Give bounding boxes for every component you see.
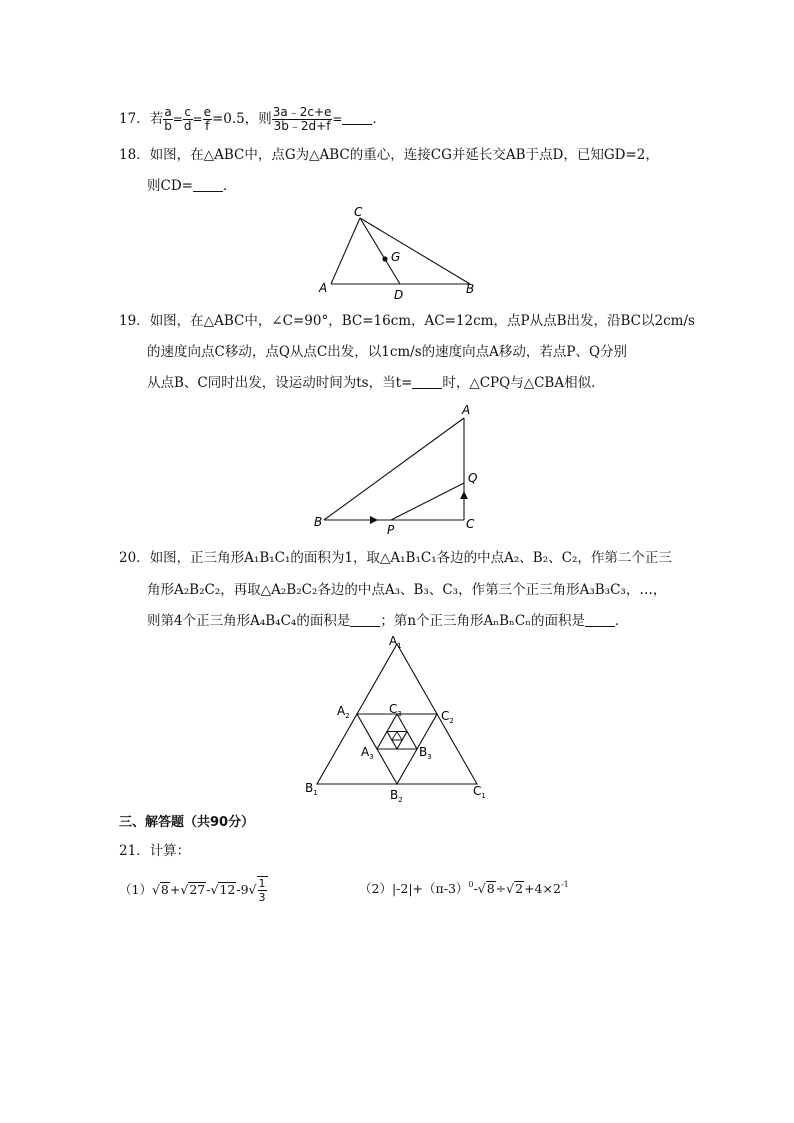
q20-answer-blank-2 xyxy=(585,613,615,627)
question-21: 21．计算： xyxy=(119,843,191,859)
q18-answer-blank xyxy=(193,178,223,192)
arrow-right-icon xyxy=(370,516,378,524)
q18-number: 18． xyxy=(119,147,150,163)
fraction-c-d: $\frac{c}{d}$ xyxy=(183,105,192,133)
label-d: D xyxy=(394,288,404,302)
q21-part2: $(2)|-2|+(\pi-3)^0-√8\div√2+4\times 2^{-1}$ xyxy=(359,880,569,896)
q19-number: 19． xyxy=(119,313,150,329)
label-a3: $A_3$ xyxy=(361,745,374,761)
q17-eq: =0.5，则 xyxy=(211,111,272,127)
label-b1: $B_1$ xyxy=(305,781,318,797)
label-p: P xyxy=(387,523,395,536)
sqrt-27: 27 xyxy=(189,882,206,897)
question-18-line1 xyxy=(119,146,659,164)
label-c1: $C_1$ xyxy=(473,784,486,800)
label-g: G xyxy=(391,250,401,264)
centroid-point xyxy=(382,256,387,261)
label-c: C xyxy=(354,205,363,219)
fraction-a-b: $\frac{a}{b}$ xyxy=(164,105,172,133)
label-b: B xyxy=(466,282,475,296)
section-heading: 三、解答题（共90分） xyxy=(119,815,255,830)
q20-number: 20． xyxy=(119,550,150,566)
fraction-e-f: $\frac{e}{f}$ xyxy=(203,105,211,133)
q17-ruo: 若 xyxy=(149,111,164,127)
label-a2: $A_2$ xyxy=(337,704,350,720)
fraction-expression: $\frac{3a﹣2c+e}{3b﹣2d+f}$ xyxy=(272,105,332,133)
q19-right-triangle-figure xyxy=(312,404,484,536)
label-b2: $B_2$ xyxy=(390,788,403,804)
q20-nested-triangles-figure xyxy=(300,632,500,807)
label-a1: $A_1$ xyxy=(389,634,402,650)
label-b3: $B_3$ xyxy=(419,745,432,761)
label-q: Q xyxy=(468,471,478,485)
sqrt-2: 2 xyxy=(515,881,524,896)
arrow-up-icon xyxy=(460,491,468,499)
label-b: B xyxy=(314,515,323,529)
q18-text-1: 如图，在△ABC中，点G为△ABC的重心，连接CG并延长交AB于点D，已知GD=2， xyxy=(149,147,659,163)
question-20-line3: 则第4个正三角形A₄B₄C₄的面积是 ；第n个正三角形AₙBₙCₙ的面积是 ． xyxy=(147,613,629,629)
sqrt-8: 8 xyxy=(160,882,169,897)
label-c2: $C_2$ xyxy=(441,709,454,725)
sqrt-frac: $\frac{1}{3}$ xyxy=(258,877,266,904)
q18-triangle-figure xyxy=(316,204,482,302)
label-a: A xyxy=(462,404,471,417)
q20-answer-blank-1 xyxy=(350,613,380,627)
q17-number: 17． xyxy=(119,111,150,127)
question-17: 17．若 $\frac{a}{b}$ = $\frac{c}{d}$ = $\frac{e}{f}$ =0.5，则 $\frac{3a﹣2c+e}{3b﹣2d+f}$ = ． xyxy=(119,105,386,133)
q19-answer-blank xyxy=(412,375,442,389)
label-c3: $C_3$ xyxy=(389,702,402,718)
label-c: C xyxy=(466,517,475,531)
q21-part1: （1）√8+√27-√12-9√ $\frac{1}{3}$ xyxy=(119,877,266,904)
label-a: A xyxy=(319,281,328,295)
question-20-line1: 20．如图，正三角形A₁B₁C₁的面积为1，取△A₁B₁C₁各边的中点A₂、B₂、C₂，作第二个正三 xyxy=(119,550,672,566)
sqrt-8-b: 8 xyxy=(486,881,495,896)
sqrt-12: 12 xyxy=(219,882,236,897)
question-19-line1: 19．如图，在△ABC中，∠C=90°，BC=16cm，AC=12cm，点P从点B出发，沿BC以2cm/s xyxy=(119,313,695,329)
q17-answer-blank xyxy=(342,111,372,125)
question-20-line2: 角形A₂B₂C₂，再取△A₂B₂C₂各边的中点A₃、B₃、C₃，作第三个正三角形A₃B₃C₃，…， xyxy=(147,582,667,598)
question-19-line2: 的速度向点C移动，点Q从点C出发，以1cm/s的速度向点A移动，若点P、Q分别 xyxy=(147,344,628,360)
question-19-line3: 从点B、C同时出发，设运动时间为ts，当t= 时，△CPQ与△CBA相似． xyxy=(147,375,605,391)
question-18-line2: 则CD= ． xyxy=(147,178,237,194)
